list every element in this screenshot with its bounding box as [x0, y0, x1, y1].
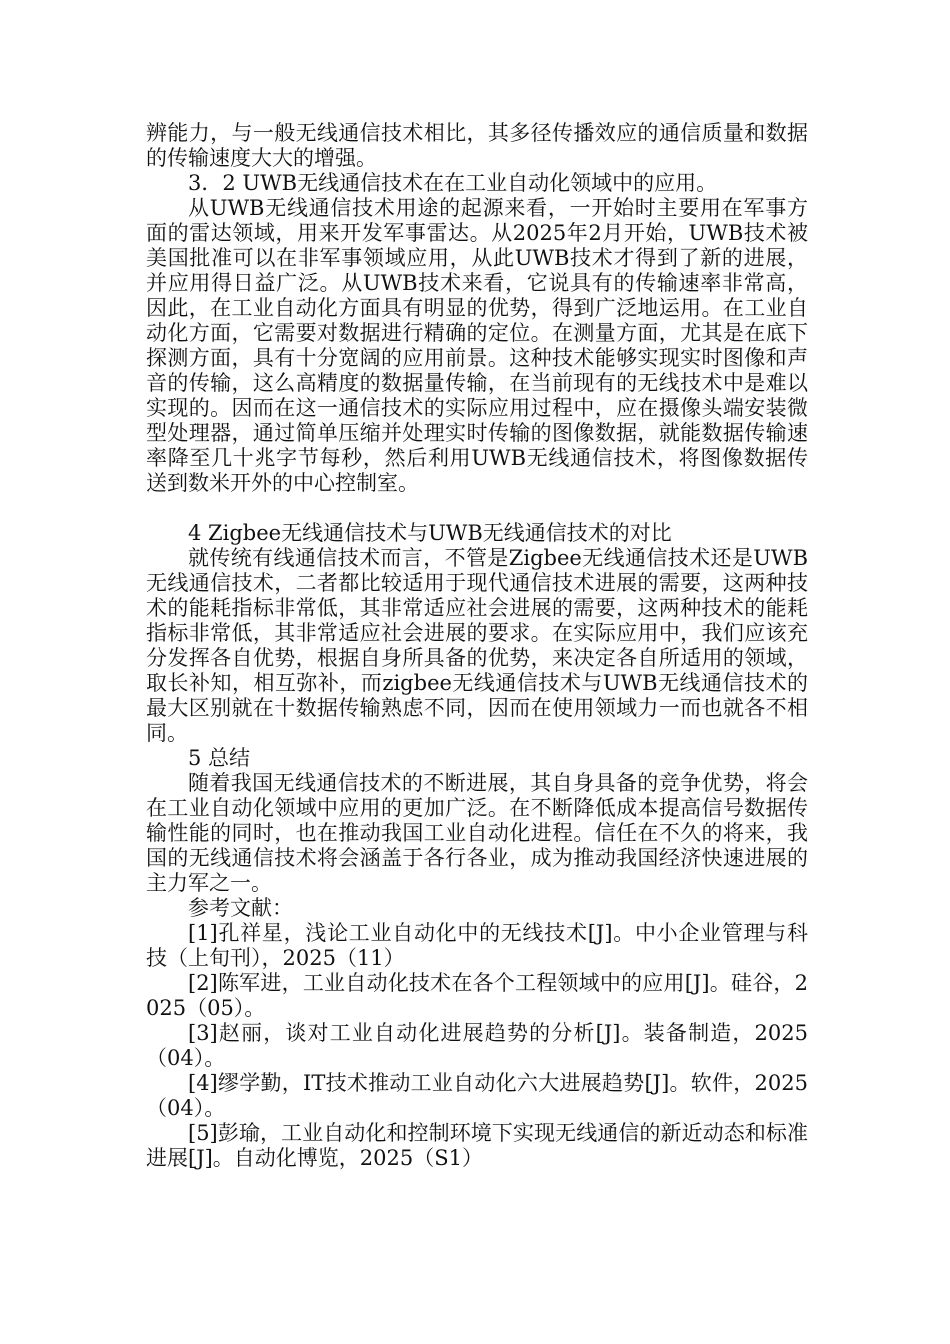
reference-item: [4]缪学勤，IT技术推动工业自动化六大进展趋势[J]。软件，2025（04）。: [146, 1071, 808, 1120]
section-heading-5: 5 总结: [188, 746, 251, 770]
reference-item: [3]赵丽，谈对工业自动化进展趋势的分析[J]。装备制造，2025（04）。: [146, 1021, 808, 1070]
reference-item: [2]陈军进，工业自动化技术在各个工程领域中的应用[J]。硅谷，2025（05）。: [146, 971, 808, 1020]
section-heading-3-2: 3．2 UWB无线通信技术在在工业自动化领域中的应用。: [188, 171, 718, 195]
paragraph-uwb-application: 从UWB无线通信技术用途的起源来看，一开始时主要用在军事方面的雷达领域，用来开发军事雷达。从2025年2月开始，UWB技术被美国批准可以在非军事领域应用，从此UWB技术才得到了新的进展，并应用得日益广泛。从UWB技术来看，它说具有的传输速率非常高，因此，在工业自动化方面具有明显的优势，得到广泛地运用。在工业自动化方面，它需要对数据进行精确的定位。在测量方面，尤其是在底下探测方面，具有十分宽阔的应用前景。这种技术能够实现实时图像和声音的传输，这么高精度的数据量传输，在当前现有的无线技术中是难以实现的。因而在这一通信技术的实际应用过程中，应在摄像头端安装微型处理器，通过简单压缩并处理实时传输的图像数据，就能数据传输速率降至几十兆字节每秒，然后利用UWB无线通信技术，将图像数据传送到数米开外的中心控制室。: [146, 196, 808, 495]
references-heading: 参考文献：: [188, 896, 293, 920]
paragraph-comparison: 就传统有线通信技术而言，不管是Zigbee无线通信技术还是UWB无线通信技术，二者都比较适用于现代通信技术进展的需要，这两种技术的能耗指标非常低，其非常适应社会进展的需要，这两种技术的能耗指标非常低，其非常适应社会进展的要求。在实际应用中，我们应该充分发挥各自优势，根据自身所具备的优势，来决定各自所适用的领域，取长补知，相互弥补，而zigbee无线通信技术与UWB无线通信技术的最大区别就在十数据传输熟虑不同，因而在使用领域力一而也就各不相同。: [146, 546, 808, 745]
reference-item: [1]孔祥星，浅论工业自动化中的无线技术[J]。中小企业管理与科技（上旬刊），2025（11）: [146, 921, 808, 970]
paragraph-summary: 随着我国无线通信技术的不断进展，其自身具备的竞争优势，将会在工业自动化领域中应用的更加广泛。在不断降低成本提高信号数据传输性能的同时，也在推动我国工业自动化进程。信任在不久的将来，我国的无线通信技术将会涵盖于各行各业，成为推动我国经济快速进展的主力军之一。: [146, 771, 808, 895]
reference-item: [5]彭瑜，工业自动化和控制环境下实现无线通信的新近动态和标准进展[J]。自动化博览，2025（S1）: [146, 1121, 808, 1170]
section-heading-4: 4 Zigbee无线通信技术与UWB无线通信技术的对比: [188, 521, 672, 545]
document-page: [146, 121, 808, 1171]
paragraph-continuation: 辨能力，与一般无线通信技术相比，其多径传播效应的通信质量和数据的传输速度大大的增强。: [146, 121, 808, 170]
paragraph-spacer: [146, 496, 808, 521]
